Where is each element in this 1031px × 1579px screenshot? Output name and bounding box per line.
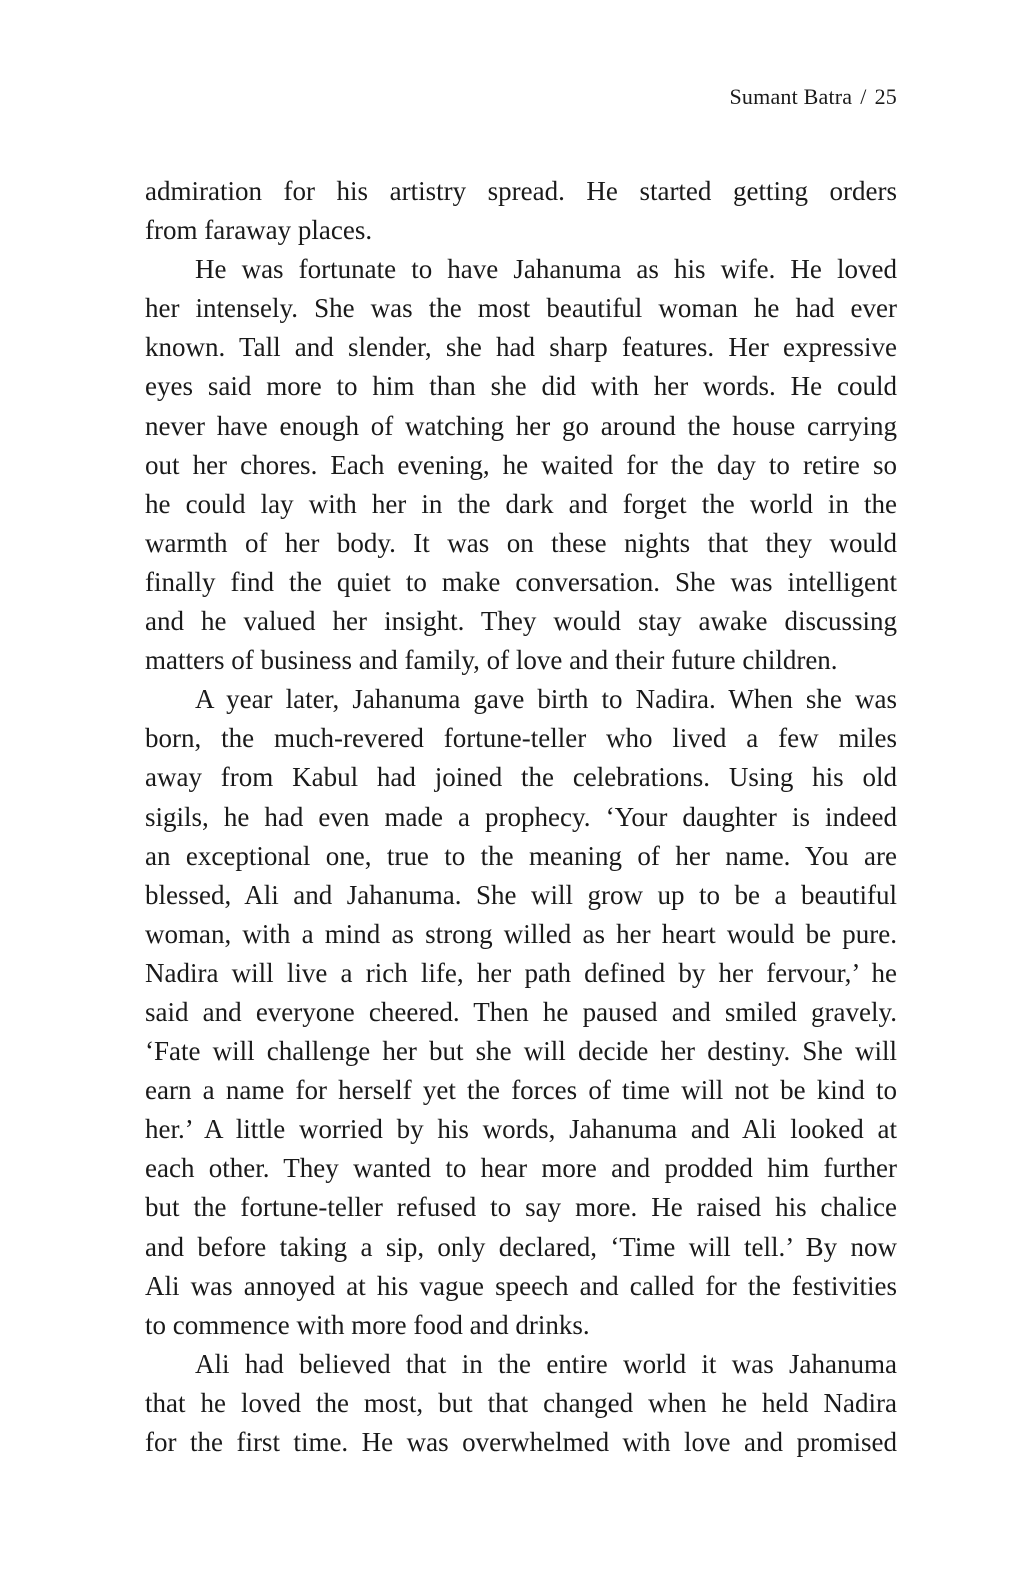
text-line: her intensely. She was the most beautiful woman he had ever	[145, 293, 897, 324]
text-line: earn a name for herself yet the forces of time will not be kind to	[145, 1075, 897, 1106]
text-line: blessed, Ali and Jahanuma. She will grow up to be a beautiful	[145, 879, 897, 910]
text-line: finally find the quiet to make conversation. She was intelligent	[145, 566, 897, 597]
text-line: and before taking a sip, only declared, ‘Time will tell.’ By now	[145, 1231, 897, 1262]
header-separator: /	[860, 84, 867, 109]
text-line: He was fortunate to have Jahanuma as his wife. He loved	[195, 254, 897, 285]
author-name: Sumant Batra	[729, 84, 853, 109]
text-line: warmth of her body. It was on these nights that they would	[145, 527, 897, 558]
text-line: that he loved the most, but that changed when he held Nadira	[145, 1387, 897, 1418]
text-line: he could lay with her in the dark and forget the world in the	[145, 488, 897, 519]
text-line: known. Tall and slender, she had sharp features. Her expressive	[145, 332, 897, 363]
text-line: woman, with a mind as strong willed as her heart would be pure.	[145, 918, 897, 949]
text-line: Nadira will live a rich life, her path defined by her fervour,’ he	[145, 957, 897, 988]
text-line: never have enough of watching her go around the house carrying	[145, 410, 897, 441]
text-line: admiration for his artistry spread. He started getting orders	[145, 176, 897, 206]
text-line: born, the much-revered fortune-teller who lived a few miles	[145, 723, 897, 754]
text-line: matters of business and family, of love and their future children.	[145, 645, 838, 676]
text-line: ‘Fate will challenge her but she will decide her destiny. She will	[145, 1036, 897, 1067]
text-line: from faraway places.	[145, 215, 373, 246]
text-line: Ali was annoyed at his vague speech and called for the festivities	[145, 1270, 897, 1301]
text-line: her.’ A little worried by his words, Jahanuma and Ali looked at	[145, 1114, 897, 1145]
text-line: for the first time. He was overwhelmed with love and promised	[145, 1427, 897, 1457]
text-line: sigils, he had even made a prophecy. ‘Your daughter is indeed	[145, 801, 897, 832]
text-line: and he valued her insight. They would stay awake discussing	[145, 606, 897, 637]
text-line: each other. They wanted to hear more and prodded him further	[145, 1153, 897, 1184]
text-line: Ali had believed that in the entire world it was Jahanuma	[195, 1348, 897, 1379]
text-line: out her chores. Each evening, he waited for the day to retire so	[145, 449, 897, 480]
text-line: A year later, Jahanuma gave birth to Nadira. When she was	[195, 684, 897, 715]
text-line: to commence with more food and drinks.	[145, 1309, 590, 1340]
body-text	[145, 172, 897, 1462]
running-header	[730, 84, 898, 110]
text-line: but the fortune-teller refused to say more. He raised his chalice	[145, 1192, 897, 1223]
page-number: 25	[874, 84, 897, 109]
text-line: away from Kabul had joined the celebrations. Using his old	[145, 762, 897, 793]
text-line: eyes said more to him than she did with her words. He could	[145, 371, 897, 402]
text-line: said and everyone cheered. Then he paused and smiled gravely.	[145, 996, 897, 1027]
text-line: an exceptional one, true to the meaning of her name. You are	[145, 840, 897, 871]
